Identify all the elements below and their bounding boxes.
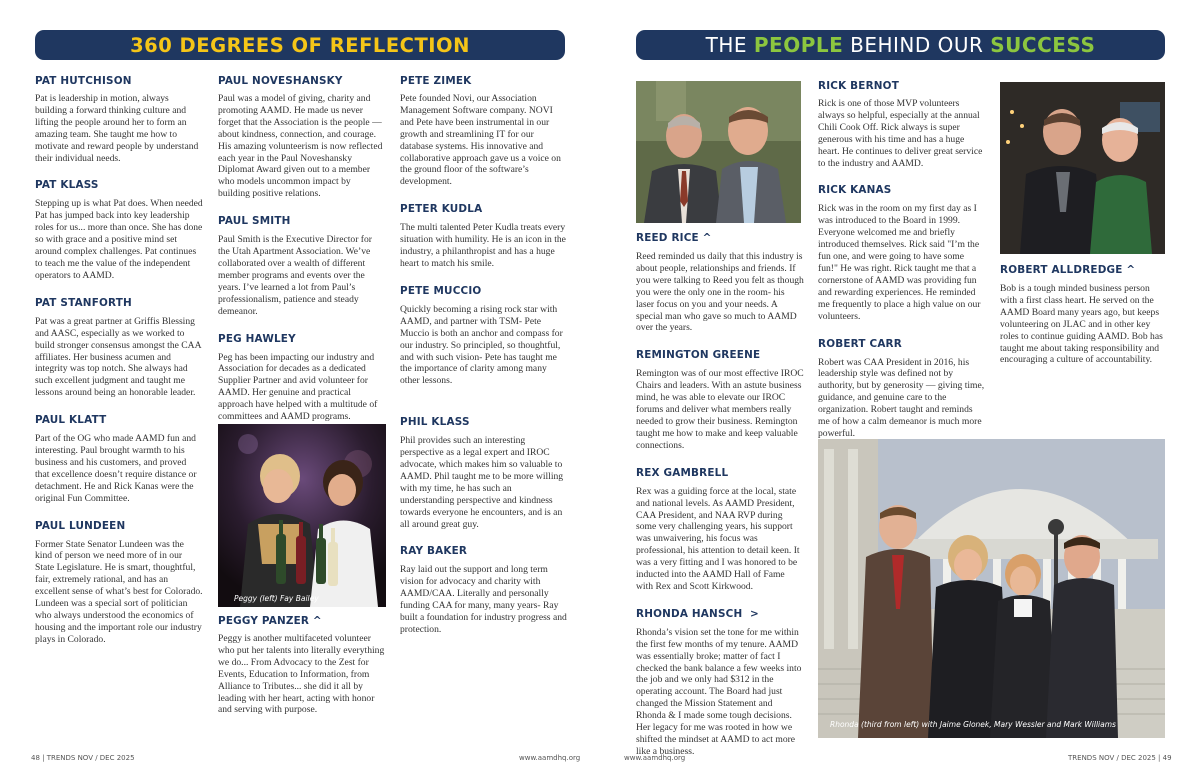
entry-text: Phil provides such an interesting perspective as a legal expert and IROC advocate, which makes him so valuable to AAMD. Phil taught me to be more willing with my time, he has such an understanding perspective and kindness towards everyone he encounters, and is an all around great guy. xyxy=(400,435,564,530)
entry-name: PEGGY PANZER ^ xyxy=(218,615,322,627)
robert-photo-illustration xyxy=(1000,82,1165,254)
entry-peter-kudla xyxy=(400,203,568,270)
entry-text: Quickly becoming a rising rock star with AAMD, and partner with TSM- Pete Muccio is both an anchor and compass for our industry. So principled, so thoughtful, and with such vision- Pete has taught me the importance of clarity among many other lessons. xyxy=(400,303,563,387)
left-page-title-banner xyxy=(35,30,565,60)
entry-rick-kanas xyxy=(818,184,986,322)
title-success: SUCCESS xyxy=(990,33,1096,57)
entry-name: RICK BERNOT xyxy=(818,80,899,92)
capitol-photo-illustration xyxy=(818,439,1165,738)
entry-text: Rick is one of those MVP volunteers always so helpful, especially at the annual Chili Cook Off. Rick always is super generous with his time and has a huge heart. He continues to deliver great service to the industry and AAMD. xyxy=(818,98,983,169)
left-page-url: www.aamdhq.org xyxy=(519,754,581,762)
entry-text: Part of the OG who made AAMD fun and interesting. Paul brought warmth to his business and his customers, and proved that excellence doesn’t require distance or detachment. He and Rick Kanas were the original Fun Committee. xyxy=(35,433,197,504)
robert-alldredge-photo xyxy=(1000,82,1165,254)
entry-paul-klatt xyxy=(35,414,203,504)
entry-name: RAY BAKER xyxy=(400,545,468,558)
entry-pat-klass xyxy=(35,179,203,281)
entry-rick-bernot xyxy=(818,80,986,169)
right-column-1 xyxy=(636,232,804,758)
entry-name: PHIL KLASS xyxy=(400,416,470,429)
peggy-photo-illustration xyxy=(218,424,386,607)
entry-robert-carr xyxy=(818,338,986,440)
right-column-3 xyxy=(1000,264,1168,366)
right-page-url: www.aamdhq.org xyxy=(624,754,686,762)
left-column-2-bottom xyxy=(218,615,385,716)
rhonda-hansch-capitol-photo xyxy=(818,439,1165,738)
entry-name: REMINGTON GREENE xyxy=(636,349,761,362)
entry-name: PAT HUTCHISON xyxy=(35,75,132,87)
entry-rex-gambrell xyxy=(636,467,804,593)
entry-name: PAUL LUNDEEN xyxy=(35,519,126,532)
entry-name: RICK KANAS xyxy=(818,184,892,197)
entry-text: Rhonda’s vision set the tone for me within the first few months of my tenure. AAMD was essentially broke; matter of fact I checked the bank balance a few weeks into the job and we only had $312 in the operating account. The Board had just changed the Mission Statement and Rhonda & I made some tough decisions. Her legacy for me was rooted in how we shifted the mindset at AAMD to act more like a business. xyxy=(636,626,802,757)
title-people: PEOPLE xyxy=(753,33,844,57)
entry-paul-noveshansky xyxy=(218,75,385,200)
entry-robert-alldredge xyxy=(1000,264,1168,366)
entry-text: Rick was in the room on my first day as I was introduced to the Board in 1999. Everyone welcomed me and briefly introduced themselves. Rick said "I’m the fun one, and were going to have some fun!" He was right. Rick taught me that a cornerstone of AAMD was providing fun and rewarding experiences. He reminded me frequently to place a high value on our volunteers. xyxy=(818,203,981,322)
peggy-panzer-photo xyxy=(218,424,386,607)
entry-text: Robert was CAA President in 2016, his leadership style was defined not by authority, but by generosity — giving time, guidance, and genuine care to the organization. Robert taught and reminds me of how a calm demeanor is much more powerful. xyxy=(818,356,985,439)
entry-text: Ray laid out the support and long term vision for advocacy and charity with AAMD/CAA. Literally and personally funding CAA for many, many years- Ray built a foundation for industry progress and protection. xyxy=(400,564,567,635)
entry-text: Bob is a tough minded business person with a first class heart. He served on the AAMD Board many years ago, but keeps volunteering on JLAC and in other key roles to continue guiding AAMD. Bob has taught me about taking responsibility and encouraging a culture of accountability. xyxy=(1000,283,1163,366)
right-page-folio: TRENDS NOV / DEC 2025 | 49 xyxy=(1068,754,1172,762)
entry-name: PAT STANFORTH xyxy=(35,296,132,309)
entry-pat-stanforth xyxy=(35,297,203,399)
entry-text: Former State Senator Lundeen was the kind of person we need more of in our State Legislature. He is smart, thoughtful, fair, extremely rational, and has an excellent sense of what’s best for Colorado. Lundeen was a special sort of politician who always understood the economics of housing and the important role our industry plays in Colorado. xyxy=(35,538,203,645)
right-column-2 xyxy=(818,80,986,440)
reed-rice-photo xyxy=(636,81,801,223)
entry-peg-hawley xyxy=(218,333,385,423)
title-behind: BEHIND OUR xyxy=(843,33,991,57)
entry-text: Paul was a model of giving, charity and promoting AAMD. He made us never forget that the Association is the people — about kindness, connection, and courage. His amazing volunteerism is now reflected each year in the Paul Noveshansky Diplomat Award given out to a member who models uncommon impact by building positive relations. xyxy=(218,93,383,200)
entry-text: Paul Smith is the Executive Director for the Utah Apartment Association. We’ve collaborated over a wealth of different member programs and events over the years. I’ve learned a lot from Paul’s professionalism, patience and steady demeanor. xyxy=(218,234,372,317)
entry-text: The multi talented Peter Kudla treats every situation with humility. He is an icon in the industry, a philanthropist and has a huge heart to match his smile. xyxy=(400,222,566,269)
peggy-photo-caption: Peggy (left) Fay Bailey xyxy=(234,594,319,603)
entry-ray-baker xyxy=(400,545,568,635)
left-column-1 xyxy=(35,75,203,646)
title-the: THE xyxy=(705,33,754,57)
left-column-2 xyxy=(218,75,385,423)
entry-name: PAT KLASS xyxy=(35,179,99,192)
entry-remington-greene xyxy=(636,349,804,451)
entry-peggy-panzer xyxy=(218,615,385,716)
entry-name: PETE MUCCIO xyxy=(400,284,482,297)
entry-text: Stepping up is what Pat does. When needed Pat has jumped back into key leadership roles for us... more than once. She has done so with grace and a positive mind set around complex challenges. Pat continues to teach me the value of the independent operators to AAMD. xyxy=(35,198,203,281)
entry-name: PAUL NOVESHANSKY xyxy=(218,75,343,87)
right-page-title-banner xyxy=(636,30,1165,60)
entry-name: PEG HAWLEY xyxy=(218,332,296,345)
entry-text: Reed reminded us daily that this industry is about people, relationships and friends. If you were talking to Reed you felt as though you were the only one in the room- his laser focus on you and your needs. A special man who gave so much to AAMD over the years. xyxy=(636,251,804,334)
entry-name: PETER KUDLA xyxy=(400,203,483,216)
entry-rhonda-hansch xyxy=(636,608,804,758)
entry-pat-hutchison xyxy=(35,75,203,164)
entry-text: Pat was a great partner at Griffis Blessing and AASC, especially as we worked to build stronger consensus amongst the CAA affiliates. Her business acumen and integrity was top notch. She always had such excellent judgment and taught me lessons around being an honorable leader. xyxy=(35,315,202,399)
entry-name: ROBERT CARR xyxy=(818,337,902,350)
entry-paul-lundeen xyxy=(35,520,203,646)
entry-name: PAUL SMITH xyxy=(218,215,291,228)
entry-name: RHONDA HANSCH > xyxy=(636,607,759,620)
entry-pete-zimek xyxy=(400,75,568,188)
entry-reed-rice xyxy=(636,232,804,334)
entry-text: Rex was a guiding force at the local, state and national levels. As AAMD President, CAA President, and NAA RVP during some very challenging years, his support was unwaivering, his focus was professional, his attention to detail keen. It was a very fitting and I was honored to be inducted into the AAMD Hall of Fame with Rex and Scott Kirkwood. xyxy=(636,485,800,592)
rhonda-photo-caption: Rhonda (third from left) with Jaime Glonek, Mary Wessler and Mark Williams xyxy=(830,720,1116,729)
entry-paul-smith xyxy=(218,215,385,317)
entry-name: REED RICE ^ xyxy=(636,232,712,244)
entry-name: ROBERT ALLDREDGE ^ xyxy=(1000,264,1136,276)
entry-text: Remington was of our most effective IROC Chairs and leaders. With an astute business mind, he was able to elevate our IROC forums and deliver what members really needed to grow their business. Remington taught me how to make and keep valuable connections. xyxy=(636,368,804,451)
left-page-folio: 48 | TRENDS NOV / DEC 2025 xyxy=(31,754,135,762)
left-column-3 xyxy=(400,75,568,636)
reed-photo-illustration xyxy=(636,81,801,223)
left-page-title: 360 DEGREES OF REFLECTION xyxy=(130,33,470,57)
entry-name: PAUL KLATT xyxy=(35,414,107,427)
entry-pete-muccio xyxy=(400,285,568,387)
entry-phil-klass xyxy=(400,416,568,530)
entry-text: Peg has been impacting our industry and Association for decades as a dedicated Supplier Partner and avid volunteer for AAMD. Her genuine and practical approach have helped with a multitude of committees and AAMD programs. xyxy=(218,351,378,423)
entry-name: PETE ZIMEK xyxy=(400,75,472,87)
entry-name: REX GAMBRELL xyxy=(636,466,729,479)
entry-text: Pat is leadership in motion, always building a forward thinking culture and lifting the people around her to form an amazing team. She taught me how to motivate and reward people by understand their individual needs. xyxy=(35,93,199,164)
entry-text: Peggy is another multifaceted volunteer who put her talents into literally everything we do... From Advocacy to the Zest for Events, Education to Information, from Alliance to Tributes... she did it all by leading with her heart, acting with honor and serving with purpose. xyxy=(218,633,385,716)
entry-text: Pete founded Novi, our Association Management Software company. NOVI and Pete have been instrumental in our growth and streamlining IT for our database systems. His innovative and collaborative approach gave us a voice on the ground floor of the software’s development. xyxy=(400,93,561,188)
